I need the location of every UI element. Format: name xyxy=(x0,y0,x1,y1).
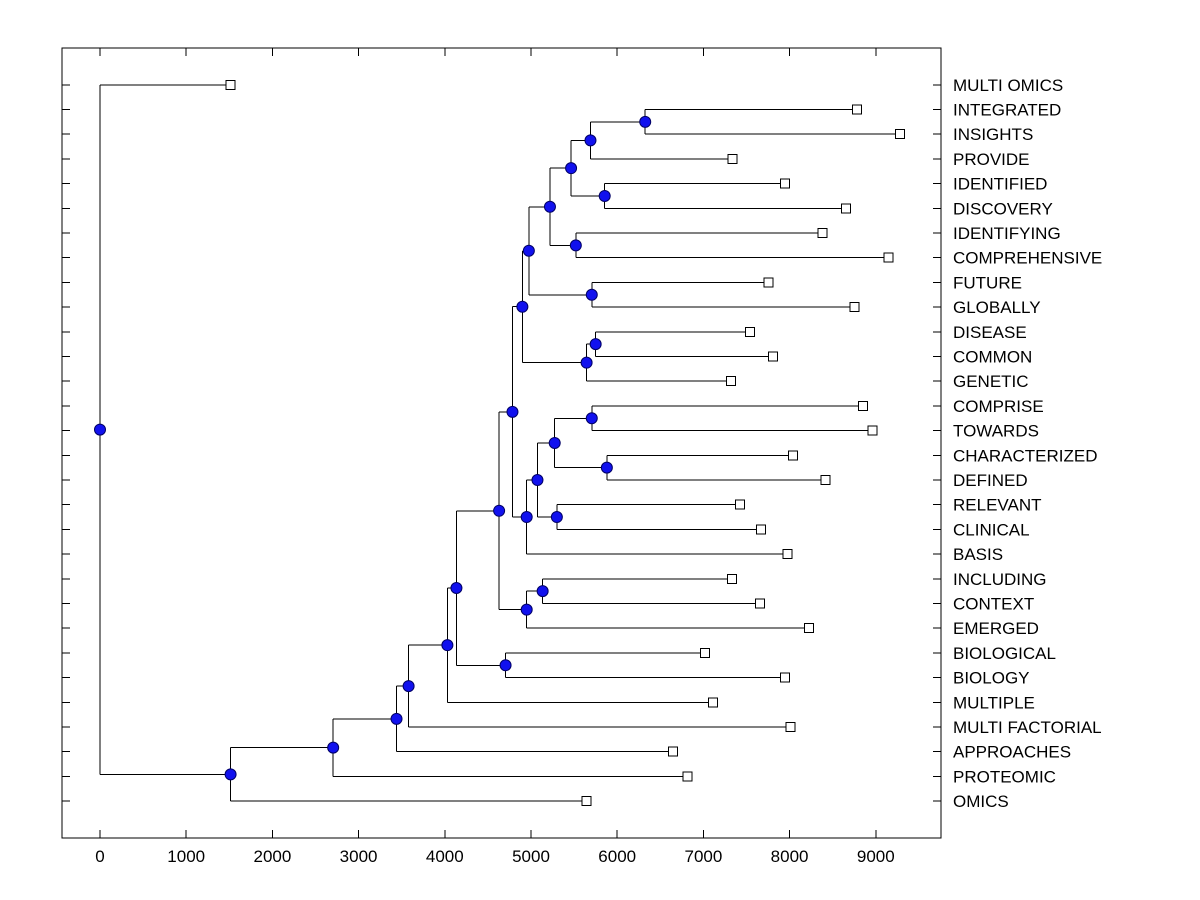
leaf-label: MULTIPLE xyxy=(953,693,1035,713)
internal-node-marker[interactable] xyxy=(391,713,402,724)
leaf-label: OMICS xyxy=(953,792,1009,812)
internal-node-marker[interactable] xyxy=(640,116,651,127)
leaf-label: RELEVANT xyxy=(953,495,1042,515)
leaf-label: INTEGRATED xyxy=(953,100,1062,120)
leaf-label: CONTEXT xyxy=(953,594,1035,614)
leaf-label: PROTEOMIC xyxy=(953,767,1056,787)
leaf-label: CLINICAL xyxy=(953,520,1030,540)
leaf-marker[interactable] xyxy=(858,401,867,410)
leaf-label: INCLUDING xyxy=(953,569,1047,589)
leaf-label: TOWARDS xyxy=(953,421,1039,441)
internal-node-marker[interactable] xyxy=(549,437,560,448)
leaf-label: MULTI FACTORIAL xyxy=(953,718,1102,737)
leaf-label: PROVIDE xyxy=(953,149,1030,169)
internal-node-marker[interactable] xyxy=(500,660,511,671)
internal-node-marker[interactable] xyxy=(451,583,462,594)
internal-node-marker[interactable] xyxy=(599,190,610,201)
leaf-marker[interactable] xyxy=(789,451,798,460)
internal-node-marker[interactable] xyxy=(523,245,534,256)
internal-node-marker[interactable] xyxy=(537,586,548,597)
leaf-label: APPROACHES xyxy=(953,742,1072,762)
x-tick-label: 2000 xyxy=(253,847,292,866)
x-tick-label: 1000 xyxy=(167,847,206,866)
leaf-label: DISEASE xyxy=(953,322,1027,342)
leaf-label: CHARACTERIZED xyxy=(953,446,1098,466)
internal-node-marker[interactable] xyxy=(521,512,532,523)
leaf-marker[interactable] xyxy=(683,772,692,781)
leaf-marker[interactable] xyxy=(708,698,717,707)
x-tick-label: 9000 xyxy=(856,847,895,866)
leaf-marker[interactable] xyxy=(868,426,877,435)
leaf-label: COMPRISE xyxy=(953,396,1044,416)
leaf-marker[interactable] xyxy=(726,377,735,386)
leaf-marker[interactable] xyxy=(780,179,789,188)
leaf-label: BIOLOGICAL xyxy=(953,643,1056,663)
internal-node-marker[interactable] xyxy=(551,512,562,523)
leaf-marker[interactable] xyxy=(745,327,754,336)
leaf-label: GENETIC xyxy=(953,372,1029,392)
internal-node-marker[interactable] xyxy=(507,406,518,417)
internal-node-marker[interactable] xyxy=(581,357,592,368)
leaf-label: IDENTIFIED xyxy=(953,174,1048,194)
leaf-marker[interactable] xyxy=(226,80,235,89)
leaf-marker[interactable] xyxy=(804,624,813,633)
leaf-marker[interactable] xyxy=(768,352,777,361)
leaf-label: GLOBALLY xyxy=(953,298,1041,318)
internal-node-marker[interactable] xyxy=(590,339,601,350)
leaf-label: BASIS xyxy=(953,545,1004,565)
leaf-marker[interactable] xyxy=(850,303,859,312)
leaf-marker[interactable] xyxy=(818,229,827,238)
leaf-label: COMPREHENSIVE xyxy=(953,248,1103,268)
x-tick-label: 8000 xyxy=(770,847,809,866)
internal-node-marker[interactable] xyxy=(328,742,339,753)
leaf-marker[interactable] xyxy=(783,550,792,559)
leaf-marker[interactable] xyxy=(821,476,830,485)
leaf-marker[interactable] xyxy=(764,278,773,287)
internal-node-marker[interactable] xyxy=(95,424,106,435)
leaf-marker[interactable] xyxy=(884,253,893,262)
x-tick-label: 5000 xyxy=(512,847,550,866)
leaf-label: MULTI OMICS xyxy=(953,75,1064,95)
internal-node-marker[interactable] xyxy=(403,681,414,692)
leaf-marker[interactable] xyxy=(755,599,764,608)
internal-node-marker[interactable] xyxy=(586,413,597,424)
x-tick-label: 6000 xyxy=(598,847,637,866)
internal-node-marker[interactable] xyxy=(225,769,236,780)
x-tick-label: 3000 xyxy=(339,847,378,866)
leaf-marker[interactable] xyxy=(780,673,789,682)
leaf-marker[interactable] xyxy=(668,747,677,756)
leaf-label: DEFINED xyxy=(953,471,1028,490)
internal-node-marker[interactable] xyxy=(601,462,612,473)
leaf-marker[interactable] xyxy=(786,723,795,732)
leaf-label: BIOLOGY xyxy=(953,668,1030,688)
leaf-marker[interactable] xyxy=(842,204,851,213)
leaf-label: DISCOVERY xyxy=(953,199,1053,219)
internal-node-marker[interactable] xyxy=(494,505,505,516)
internal-node-marker[interactable] xyxy=(532,475,543,486)
internal-node-marker[interactable] xyxy=(585,135,596,146)
x-tick-label: 4000 xyxy=(425,847,464,866)
leaf-marker[interactable] xyxy=(727,574,736,583)
leaf-marker[interactable] xyxy=(895,130,904,139)
leaf-marker[interactable] xyxy=(736,500,745,509)
leaf-label: INSIGHTS xyxy=(953,125,1034,145)
leaf-marker[interactable] xyxy=(852,105,861,114)
leaf-label: FUTURE xyxy=(953,273,1022,293)
leaf-label: COMMON xyxy=(953,347,1033,367)
internal-node-marker[interactable] xyxy=(566,163,577,174)
internal-node-marker[interactable] xyxy=(442,640,453,651)
leaf-marker[interactable] xyxy=(757,525,766,534)
internal-node-marker[interactable] xyxy=(517,301,528,312)
internal-node-marker[interactable] xyxy=(521,604,532,615)
internal-node-marker[interactable] xyxy=(570,240,581,251)
internal-node-marker[interactable] xyxy=(586,289,597,300)
x-tick-label: 0 xyxy=(95,847,105,866)
leaf-marker[interactable] xyxy=(582,797,591,806)
leaf-label: EMERGED xyxy=(953,619,1039,639)
leaf-marker[interactable] xyxy=(728,154,737,163)
internal-node-marker[interactable] xyxy=(544,201,555,212)
leaf-marker[interactable] xyxy=(701,648,710,657)
leaf-label: IDENTIFYING xyxy=(953,224,1061,243)
x-tick-label: 7000 xyxy=(684,847,723,866)
